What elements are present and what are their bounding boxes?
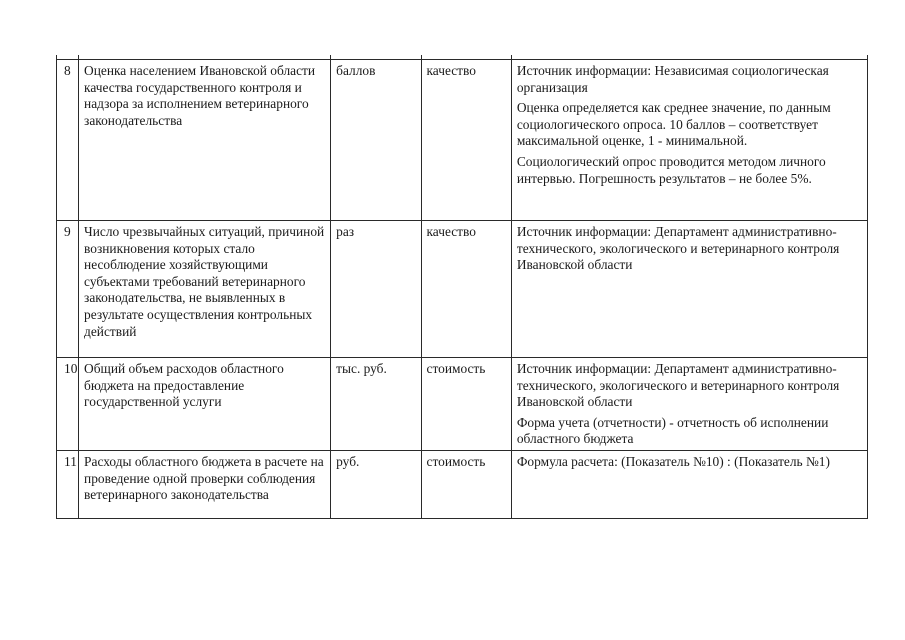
information-source bbox=[511, 450, 867, 518]
source-paragraph: Формула расчета: (Показатель №10) : (Показатель №1) bbox=[516, 453, 830, 469]
indicator-type: качество bbox=[421, 60, 511, 221]
unit-of-measure: раз bbox=[331, 221, 421, 358]
source-paragraph: Форма учета (отчетности) - отчетность об исполнении областного бюджета bbox=[516, 414, 829, 447]
indicators-table bbox=[56, 55, 868, 519]
row-number: 11 bbox=[57, 450, 79, 518]
indicator-type: стоимость bbox=[421, 450, 511, 518]
indicator-name: Общий объем расходов областного бюджета на предоставление государственной услуги bbox=[79, 358, 331, 451]
source-paragraph: Оценка определяется как среднее значение, по данным социологического опроса. 10 баллов – соответствует максимальной оценке, 1 - минимальной. bbox=[516, 100, 831, 149]
source-paragraph: Источник информации: Независимая социологическая организация bbox=[516, 63, 829, 95]
row-number: 9 bbox=[57, 221, 79, 358]
information-source bbox=[511, 60, 867, 221]
unit-of-measure: тыс. руб. bbox=[331, 358, 421, 451]
unit-of-measure: баллов bbox=[331, 60, 421, 221]
table-row bbox=[57, 358, 868, 451]
source-paragraph: Источник информации: Департамент административно-технического, экологического и ветеринарного контроля Ивановской области bbox=[516, 224, 840, 273]
indicator-type: качество bbox=[421, 221, 511, 358]
row-number: 8 bbox=[57, 60, 79, 221]
indicator-type: стоимость bbox=[421, 358, 511, 451]
unit-of-measure: руб. bbox=[331, 450, 421, 518]
information-source bbox=[511, 221, 867, 358]
indicator-name: Расходы областного бюджета в расчете на проведение одной проверки соблюдения ветеринарного законодательства bbox=[79, 450, 331, 518]
table-row bbox=[57, 450, 868, 518]
table-row bbox=[57, 221, 868, 358]
source-paragraph: Источник информации: Департамент административно-технического, экологического и ветеринарного контроля Ивановской области bbox=[516, 361, 840, 410]
source-paragraph: Социологический опрос проводится методом личного интервью. Погрешность результатов – не более 5%. bbox=[516, 153, 826, 186]
indicator-name: Число чрезвычайных ситуаций, причиной возникновения которых стало несоблюдение хозяйствующими субъектами требований ветеринарного законодательства, не выявленных в результате осуществления контрольных действий bbox=[79, 221, 331, 358]
indicator-name: Оценка населением Ивановской области качества государственного контроля и надзора за исполнением ветеринарного законодательства bbox=[79, 60, 331, 221]
information-source bbox=[511, 358, 867, 451]
table-row bbox=[57, 60, 868, 221]
row-number: 10 bbox=[57, 358, 79, 451]
